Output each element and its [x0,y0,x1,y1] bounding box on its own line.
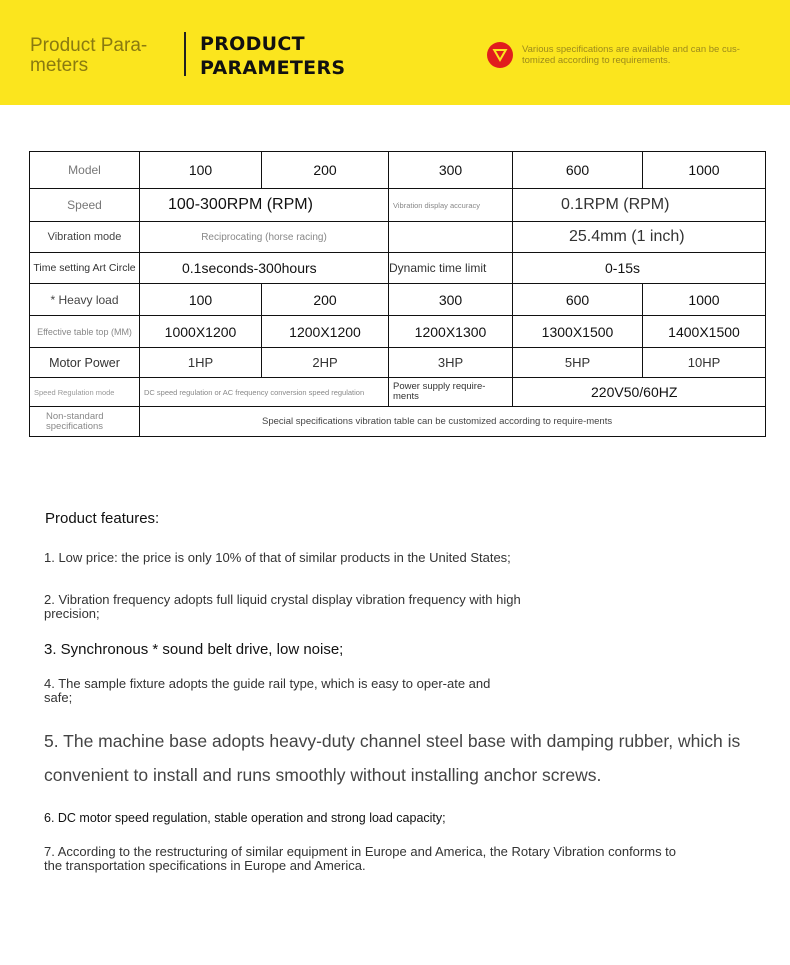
table-row [30,348,766,378]
speed-value: 100-300RPM (RPM) [140,189,389,222]
table-row [30,222,766,253]
motor-cell: 5HP [513,348,643,378]
model-label: Model [30,152,140,189]
speed-label: Speed [30,189,140,222]
header-note: Various specifications are available and can be cus-tomized according to requirements. [522,44,740,66]
time-value: 0.1seconds-300hours [140,253,389,284]
table-row [30,253,766,284]
model-cell: 300 [389,152,513,189]
nonstd-label: Non-standard specifications [30,407,140,437]
specs-table [29,151,766,437]
header-banner [0,0,790,105]
model-cell: 100 [140,152,262,189]
accuracy-value: 0.1RPM (RPM) [513,189,766,222]
empty-cell [389,222,513,253]
dyn-label: Dynamic time limit [389,253,513,284]
table-top-cell: 1200X1300 [389,316,513,348]
power-value: 220V50/60HZ [513,378,766,407]
feature-item: 7. According to the restructuring of similar equipment in Europe and America, the Rotary Vibration conforms to the transportation specifications in Europe and America. [44,844,677,873]
load-cell: 600 [513,284,643,316]
table-row [30,189,766,222]
power-label: Power supply require-ments [389,378,513,407]
load-cell: 300 [389,284,513,316]
yellow-triangle-in-red-circle-icon [486,41,514,69]
mode-label: Vibration mode [30,222,140,253]
model-cell: 200 [262,152,389,189]
load-cell: 100 [140,284,262,316]
motor-cell: 10HP [643,348,766,378]
table-row [30,407,766,437]
feature-item: 6. DC motor speed regulation, stable operation and strong load capacity; [44,811,446,825]
feature-item: 5. The machine base adopts heavy-duty channel steel base with damping rubber, which is convenient to install and runs smoothly without installing anchor screws. [44,731,741,785]
model-cell: 1000 [643,152,766,189]
motor-cell: 2HP [262,348,389,378]
features-title: Product features: [45,510,160,527]
motor-cell: 1HP [140,348,262,378]
load-cell: 200 [262,284,389,316]
feature-item: 3. Synchronous * sound belt drive, low noise; [44,641,344,658]
load-label: * Heavy load [30,284,140,316]
motor-label: Motor Power [30,348,140,378]
mode-value: Reciprocating (horse racing) [140,222,389,253]
nonstd-value: Special specifications vibration table can be customized according to require-ments [140,407,766,437]
header-divider [184,32,186,76]
time-label: Time setting Art Circle [30,253,140,284]
accuracy-label: Vibration display accuracy [389,189,513,222]
header-title [200,32,346,80]
dyn-value: 0-15s [513,253,766,284]
table-top-cell: 1300X1500 [513,316,643,348]
header-title-secondary: Product Para-meters [30,35,148,76]
table-top-cell: 1200X1200 [262,316,389,348]
feature-item: 2. Vibration frequency adopts full liquid crystal display vibration frequency with high precision; [44,592,521,621]
table-top-cell: 1400X1500 [643,316,766,348]
model-cell: 600 [513,152,643,189]
table-top-cell: 1000X1200 [140,316,262,348]
feature-item: 1. Low price: the price is only 10% of that of similar products in the United States; [44,550,511,565]
table-row [30,316,766,348]
reg-value: DC speed regulation or AC frequency conversion speed regulation [140,378,389,407]
table-row [30,284,766,316]
table-row [30,378,766,407]
feature-item: 4. The sample fixture adopts the guide rail type, which is easy to oper-ate and safe; [44,676,491,705]
motor-cell: 3HP [389,348,513,378]
load-cell: 1000 [643,284,766,316]
header-title-text: PRODUCT PARAMETERS [200,33,346,79]
reg-label: Speed Regulation mode [30,378,140,407]
table-top-label: Effective table top (MM) [30,316,140,348]
table-row [30,152,766,189]
amplitude-value: 25.4mm (1 inch) [513,222,766,253]
